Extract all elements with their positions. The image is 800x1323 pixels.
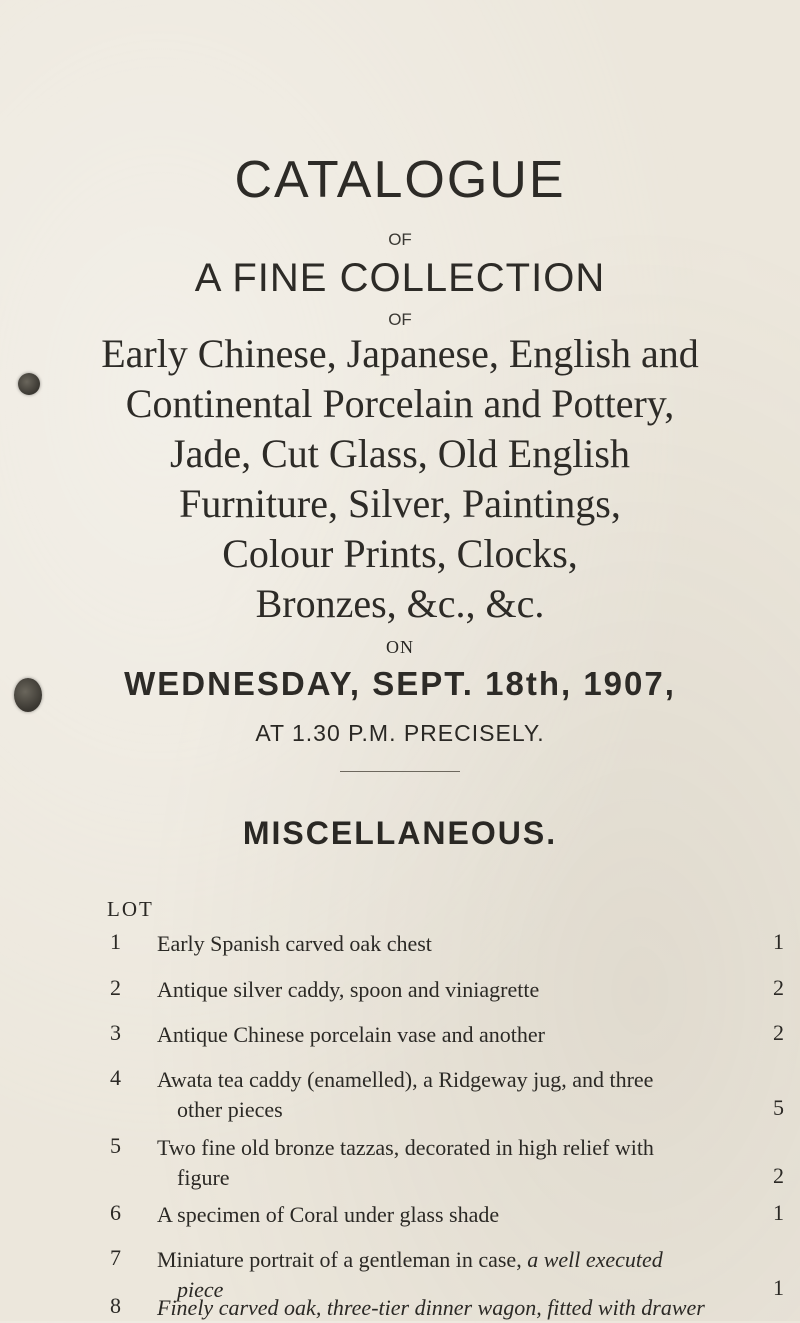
lot-description-continuation: figure [177, 1165, 230, 1190]
subject-line: Jade, Cut Glass, Old English [170, 431, 630, 476]
lot-description [157, 1133, 787, 1193]
lot-description [157, 975, 787, 1005]
of-word: OF [388, 230, 412, 249]
of-word: OF [388, 310, 412, 329]
lot-quantity: 1 [773, 929, 784, 954]
lot-description-line: Antique silver caddy, spoon and viniagrette [157, 977, 540, 1002]
lot-description-continuation: other pieces [177, 1097, 283, 1122]
lot-quantity: 2 [773, 1020, 784, 1045]
lot-description-line: Miniature portrait of a gentleman in case, [157, 1247, 522, 1272]
lot-description [157, 1020, 787, 1050]
subject-line: Early Chinese, Japanese, English and [101, 331, 699, 376]
lot-description-line: Awata tea caddy (enamelled), a Ridgeway jug, and three [157, 1067, 654, 1092]
lot-number: 5 [110, 1133, 121, 1158]
lot-description-line: A specimen of Coral under glass shade [157, 1202, 500, 1227]
sale-time: AT 1.30 P.M. PRECISELY. [255, 720, 545, 746]
lot-quantity: 1 [773, 1200, 784, 1225]
on-word: ON [386, 637, 414, 657]
lot-number: 8 [110, 1293, 121, 1318]
lot-description-line: Two fine old bronze tazzas, decorated in high relief with [157, 1135, 654, 1160]
lot-description-italic: a well executed [527, 1247, 663, 1272]
lot-quantity: 2 [773, 1163, 784, 1188]
lot-number: 7 [110, 1245, 121, 1270]
lot-quantity: 1 [773, 1275, 784, 1300]
subject-line: Colour Prints, Clocks, [222, 531, 578, 576]
subject-line: Bronzes, &c., &c. [255, 581, 545, 626]
lot-quantity: 5 [773, 1095, 784, 1120]
lot-description [157, 1293, 787, 1323]
lot-number: 1 [110, 929, 121, 954]
sale-date: WEDNESDAY, SEPT. 18th, 1907, [124, 665, 676, 702]
collection-subtitle: A FINE COLLECTION [194, 256, 606, 300]
lot-number: 6 [110, 1200, 121, 1225]
lot-description [157, 1065, 787, 1125]
catalogue-title: CATALOGUE [234, 151, 566, 209]
lot-description-line: Early Spanish carved oak chest [157, 931, 432, 956]
lot-description [157, 929, 787, 959]
section-heading: MISCELLANEOUS. [242, 815, 558, 851]
lot-column-label: LOT [107, 897, 154, 921]
subject-line: Continental Porcelain and Pottery, [125, 381, 675, 426]
lot-number: 3 [110, 1020, 121, 1045]
lot-quantity: 2 [773, 975, 784, 1000]
subject-line: Furniture, Silver, Paintings, [179, 481, 621, 526]
lot-number: 2 [110, 975, 121, 1000]
lot-description-line: Finely carved oak, three-tier dinner wagon, fitted with drawer [157, 1295, 705, 1320]
lot-description-line: Antique Chinese porcelain vase and another [157, 1022, 545, 1047]
lot-number: 4 [110, 1065, 121, 1090]
lot-description [157, 1200, 787, 1230]
lot-description-continuation: piece [177, 1277, 224, 1302]
